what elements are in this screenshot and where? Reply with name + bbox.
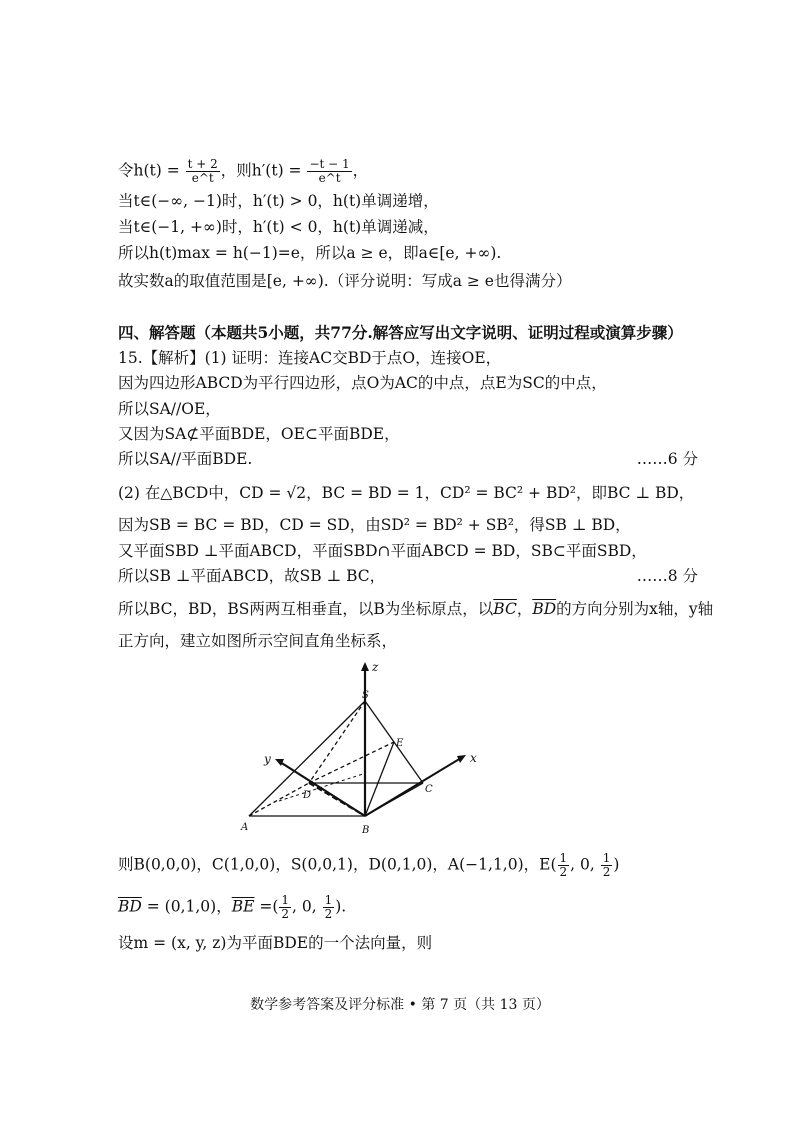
text-line: 因为SB = BC = BD，CD = SD，由SD² = BD² + SB²，得SB ⊥ BD， (118, 516, 631, 534)
text-line: $\overline{BD} = (0,1,0)$，$\overline{BE}$ =( $\frac{1}{2}$ , 0, $\frac{1}{2}$ ). (118, 893, 347, 921)
score-mark: ……6 分 (636, 450, 698, 468)
page-footer: 数学参考答案及评分标准 • 第 7 页（共 13 页） (250, 997, 550, 1013)
text-line: 又平面SBD ⊥平面ABCD，平面SBD∩平面ABCD = BD，SB⊂平面SBD， (118, 542, 647, 560)
y-label: y (264, 752, 271, 766)
text-line: 设m = (x, y, z)为平面BDE的一个法向量，则 (118, 934, 433, 952)
pyramid-coordinate-figure (235, 658, 495, 843)
segment-de (309, 742, 394, 783)
fraction: $\frac{1}{2}$ (324, 893, 333, 921)
vector-be: $\overline{BE}$ (231, 897, 255, 916)
c-label: C (425, 784, 433, 795)
text-line: 故实数a的取值范围是[e, +∞).（评分说明：写成a ≥ e也得满分） (118, 272, 572, 290)
text-line: 因为四边形ABCD为平行四边形，点O为AC的中点，点E为SC的中点， (118, 374, 607, 392)
text-line: 15.【解析】(1) 证明：连接AC交BD于点O，连接OE， (118, 349, 502, 367)
edge-db (309, 783, 365, 816)
text-line: 正方向，建立如图所示空间直角坐标系， (118, 632, 398, 650)
section-heading: 四、解答题（本题共5小题，共77分.解答应写出文字说明、证明过程或演算步骤） (118, 323, 683, 342)
text-line: 又因为SA⊄平面BDE，OE⊂平面BDE， (118, 425, 400, 443)
score-mark: ……8 分 (636, 567, 698, 585)
text-line: 当t∈(−∞, −1)时，h′(t) > 0，h(t)单调递增， (118, 192, 439, 210)
text-line: 当t∈(−1, +∞)时，h′(t) < 0，h(t)单调递减， (118, 218, 439, 236)
text-line: (2) 在△BCD中，CD = √2，BC = BD = 1，CD² = BC² + BD²，即BC ⊥ BD， (118, 484, 695, 502)
text-line: 所以SB ⊥平面ABCD，故SB ⊥ BC， ……8 分 (118, 567, 698, 585)
d-label: D (303, 790, 312, 801)
s-label: S (362, 690, 369, 701)
e-label: E (396, 738, 404, 749)
text-line: 所以BC，BD，BS两两互相垂直，以B为坐标原点，以$\overline{BC}$，$\overline{BD}$的方向分别为x轴，y轴 (118, 600, 714, 618)
edge-sd (309, 701, 365, 783)
vector-bd: $\overline{BD}$ (118, 897, 142, 916)
segment-be (365, 742, 394, 816)
edge-ad (249, 783, 312, 816)
z-arrowhead (361, 662, 369, 671)
b-label: B (362, 825, 370, 836)
fraction: $\frac{1}{2}$ (602, 851, 611, 879)
fraction: $\frac{t + 2}{e\^{}t}$ (187, 157, 218, 185)
x-label: x (470, 751, 477, 765)
line-h-definition: 令h(t) = $\frac{t + 2}{e\^{}t}$ ，则h′(t) = $\frac{-t - 1}{e\^{}t}$ ， (118, 157, 369, 185)
edge-bc (365, 783, 423, 816)
vector-bc: $\overline{BC}$ (493, 600, 517, 618)
a-label: A (241, 822, 249, 833)
text-line: 所以h(t)max = h(−1)=e，所以a ≥ e，即a∈[e, +∞). (118, 244, 502, 262)
text-line: 所以SA//平面BDE. ……6 分 (118, 450, 698, 468)
vector-bd: $\overline{BD}$ (532, 600, 557, 618)
fraction: $\frac{1}{2}$ (559, 851, 568, 879)
text-line: 则B(0,0,0)，C(1,0,0)，S(0,0,1)，D(0,1,0)，A(−1,1,0)，E( $\frac{1}{2}$ , 0, $\frac{1}{2}$ ) (118, 851, 620, 879)
x-arrowhead (457, 755, 466, 763)
fraction: $\frac{1}{2}$ (281, 893, 290, 921)
fraction: $\frac{-t - 1}{e\^{}t}$ (309, 157, 350, 185)
text-line: 所以SA//OE， (118, 400, 221, 418)
z-label: z (372, 660, 379, 674)
